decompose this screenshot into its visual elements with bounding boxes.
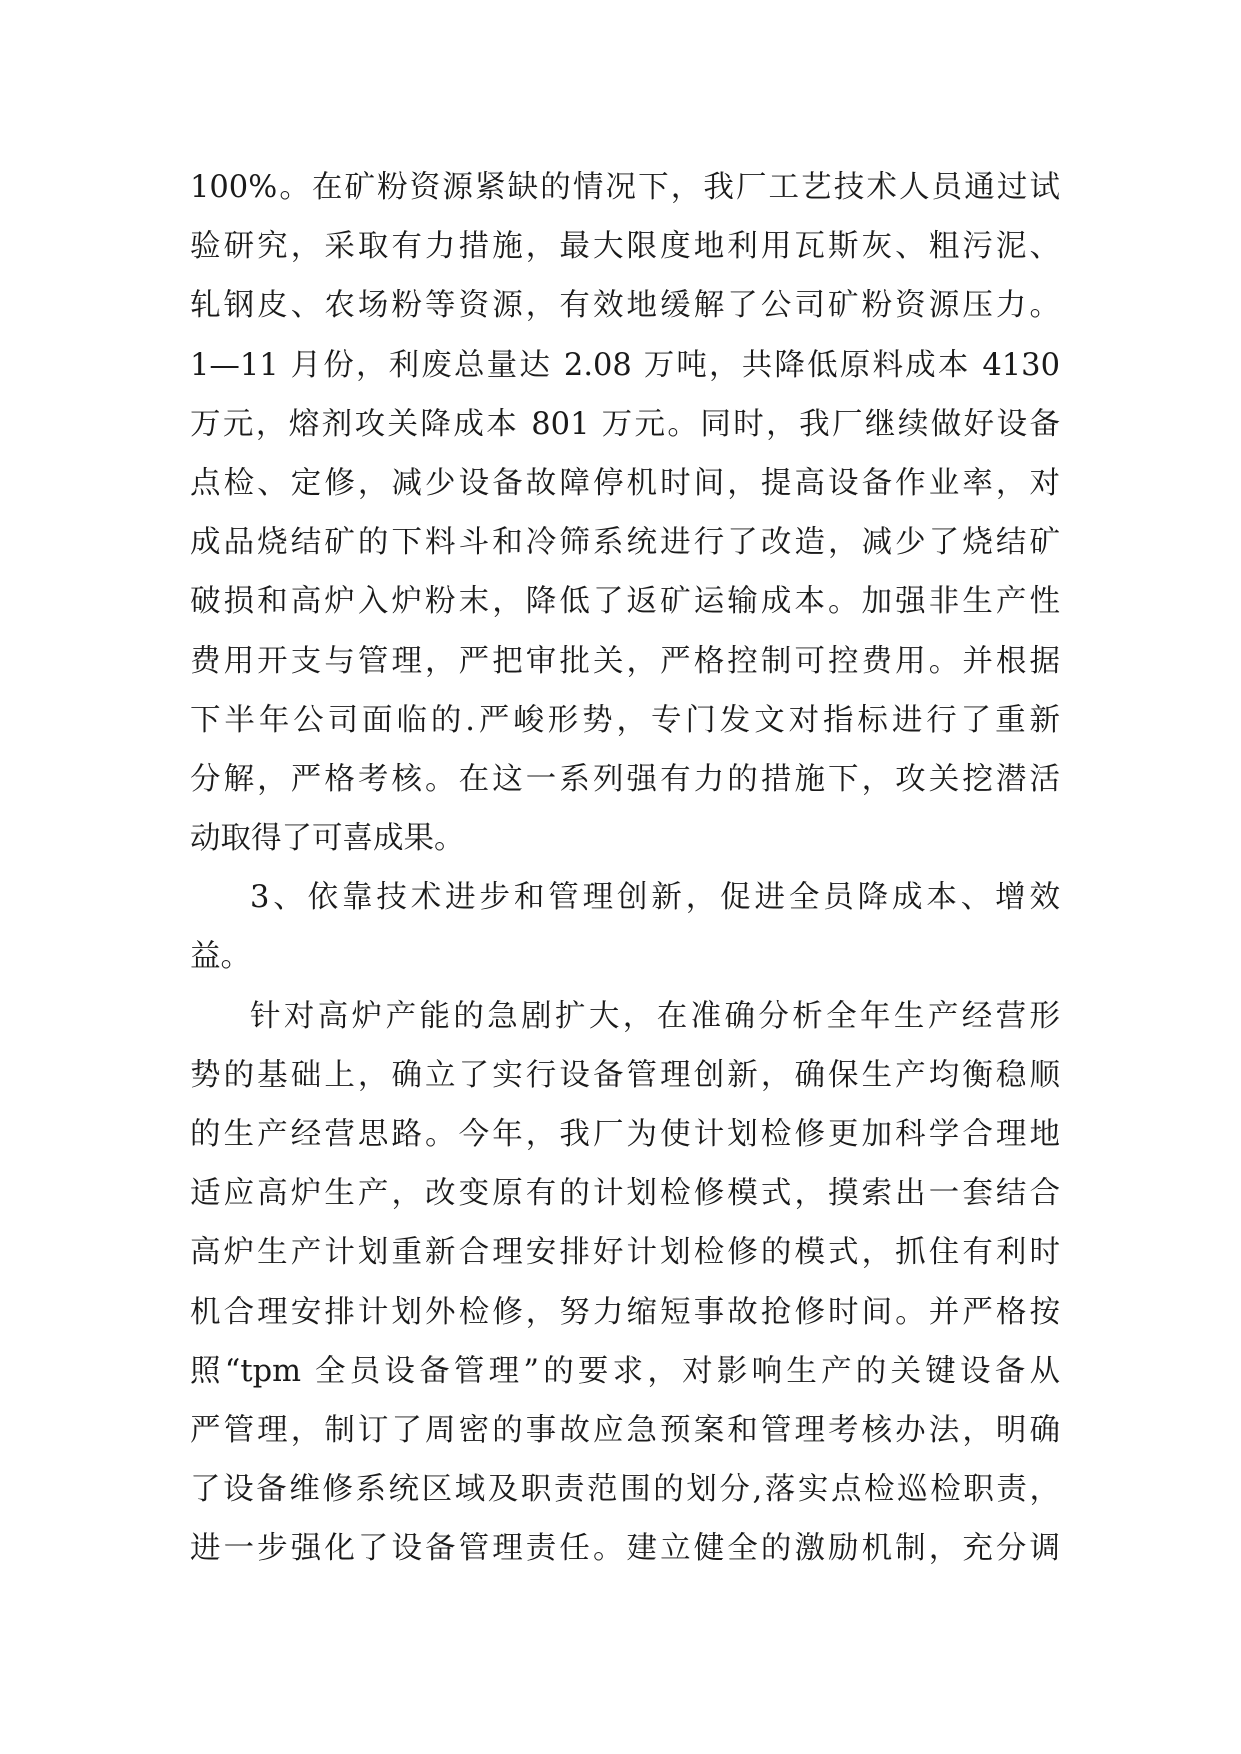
text-line: 万元，熔剂攻关降成本 801 万元。同时，我厂继续做好设备 — [190, 406, 1060, 442]
body-text — [190, 158, 1060, 1579]
text-line: 1—11 月份，利废总量达 2.08 万吨，共降低原料成本 4130 — [190, 347, 1060, 383]
text-line: 点检、定修，减少设备故障停机时间，提高设备作业率，对 — [190, 465, 1060, 501]
text-line: 了设备维修系统区域及职责范围的划分,落实点检巡检职责， — [190, 1472, 1060, 1508]
text-line: 适应高炉生产，改变原有的计划检修模式，摸索出一套结合 — [190, 1176, 1060, 1212]
section-heading-line: 益。 — [190, 939, 251, 975]
text-line: 动取得了可喜成果。 — [190, 821, 465, 857]
section-heading-line: 3、依靠技术进步和管理创新，促进全员降成本、增效 — [250, 880, 1060, 916]
text-line: 成品烧结矿的下料斗和冷筛系统进行了改造，减少了烧结矿 — [190, 525, 1060, 561]
text-line: 高炉生产计划重新合理安排好计划检修的模式，抓住有利时 — [190, 1235, 1060, 1271]
text-line: 针对高炉产能的急剧扩大，在准确分析全年生产经营形 — [250, 998, 1060, 1034]
text-line: 照“tpm 全员设备管理”的要求，对影响生产的关键设备从 — [190, 1353, 1060, 1389]
text-line: 的生产经营思路。今年，我厂为使计划检修更加科学合理地 — [190, 1117, 1060, 1152]
text-line: 势的基础上，确立了实行设备管理创新，确保生产均衡稳顺 — [190, 1057, 1060, 1093]
text-line: 分解，严格考核。在这一系列强有力的措施下，攻关挖潜活 — [190, 761, 1060, 797]
text-line: 严管理，制订了周密的事故应急预案和管理考核办法，明确 — [190, 1412, 1060, 1448]
text-line: 轧钢皮、农场粉等资源，有效地缓解了公司矿粉资源压力。 — [190, 288, 1060, 324]
text-line: 机合理安排计划外检修，努力缩短事故抢修时间。并严格按 — [190, 1294, 1060, 1330]
text-line: 破损和高炉入炉粉末，降低了返矿运输成本。加强非生产性 — [190, 584, 1060, 620]
text-line: 进一步强化了设备管理责任。建立健全的激励机制，充分调 — [190, 1531, 1060, 1567]
text-line: 下半年公司面临的.严峻形势，专门发文对指标进行了重新 — [190, 702, 1060, 738]
text-line: 100%。在矿粉资源紧缺的情况下，我厂工艺技术人员通过试 — [190, 170, 1060, 205]
text-line: 费用开支与管理，严把审批关，严格控制可控费用。并根据 — [190, 643, 1060, 679]
text-line: 验研究，采取有力措施，最大限度地利用瓦斯灰、粗污泥、 — [190, 229, 1060, 265]
